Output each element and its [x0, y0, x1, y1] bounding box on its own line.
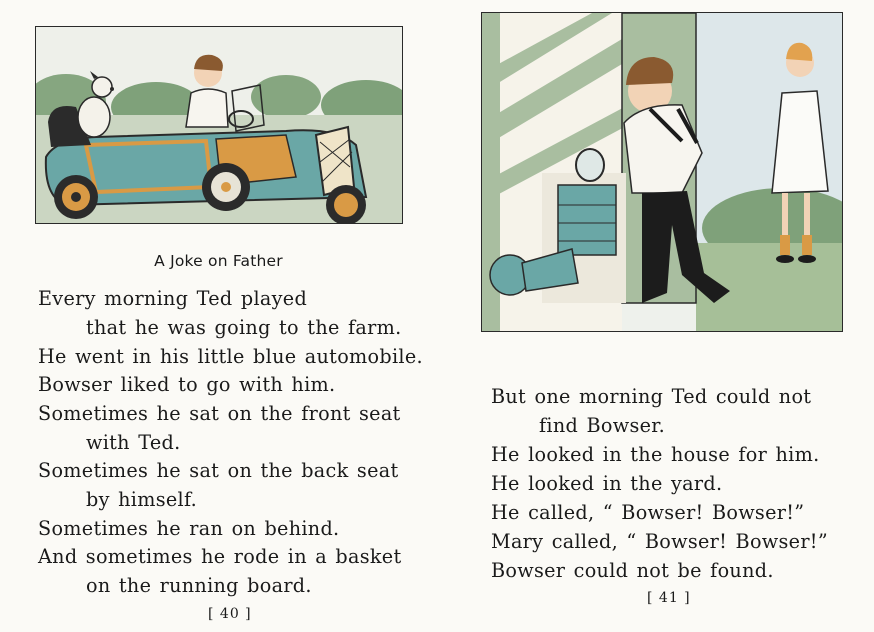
page-number: [ 41 ] [647, 590, 691, 606]
text-line: Sometimes he sat on the back seat [38, 459, 399, 482]
right-page [437, 0, 874, 632]
text-line: He looked in the yard. [491, 472, 723, 495]
text-line: with Ted. [86, 431, 181, 454]
text-line: But one morning Ted could not [491, 385, 812, 408]
text-line: by himself. [86, 488, 198, 511]
boy-and-girl-illustration [481, 12, 843, 332]
text-line: Bowser liked to go with him. [38, 373, 336, 396]
text-line: And sometimes he rode in a basket [38, 545, 402, 568]
text-line: Sometimes he ran on behind. [38, 517, 340, 540]
text-line: find Bowser. [539, 414, 666, 437]
text-line: He looked in the house for him. [491, 443, 820, 466]
text-line: He went in his little blue automobile. [38, 345, 423, 368]
text-line: He called, “ Bowser! Bowser!” [491, 501, 805, 524]
text-line: that he was going to the farm. [86, 316, 402, 339]
story-title: A Joke on Father [154, 252, 283, 270]
text-line: on the running board. [86, 574, 312, 597]
page-number: [ 40 ] [208, 606, 252, 622]
boy-driving-car-illustration [35, 26, 403, 224]
text-line: Sometimes he sat on the front seat [38, 402, 401, 425]
text-line: Bowser could not be found. [491, 559, 774, 582]
text-line: Every morning Ted played [38, 287, 308, 310]
text-line: Mary called, “ Bowser! Bowser!” [491, 530, 828, 553]
